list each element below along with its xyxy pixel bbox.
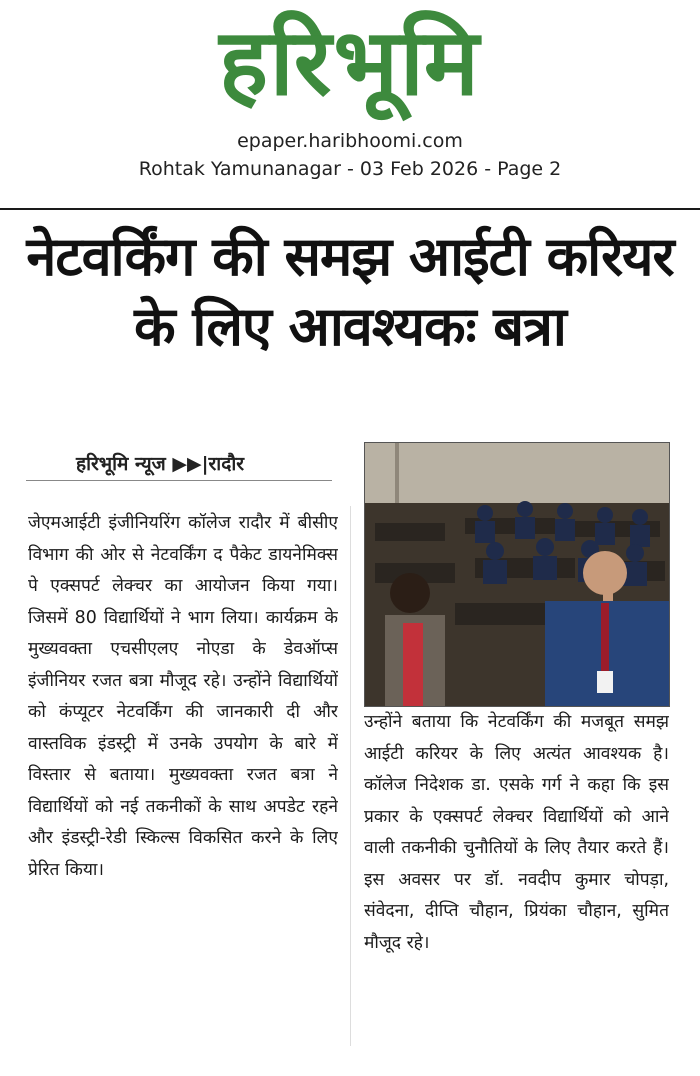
byline-divider (26, 480, 332, 481)
header-divider (0, 208, 700, 210)
lecture-hall-photo (365, 443, 669, 706)
article-headline: नेटवर्किंग की समझ आईटी करियर के लिए आवश्यकः बत्रा (26, 225, 674, 358)
column-divider (350, 506, 351, 1046)
masthead (0, 0, 700, 118)
article-photo (364, 442, 670, 707)
site-url[interactable]: epaper.haribhoomi.com (237, 130, 463, 152)
article-body-left-column: जेएमआईटी इंजीनियरिंग कॉलेज रादौर में बीसीए विभाग की ओर से नेटवर्किंग द पैकेट डायनेमिक्स पे एक्सपर्ट लेक्चर का आयोजन किया गया। जिसमें 80 विद्यार्थियों ने भाग लिया। कार्यक्रम के मुख्यवक्ता एचसीएलए नोएडा के डेवऑप्स इंजीनियर रजत बत्रा मौजूद रहे। उन्होंने विद्यार्थियों को कंप्यूटर नेटवर्किंग की जानकारी दी और वास्तविक इंडस्ट्री में उनके उपयोग के बारे में विस्तार से बताया। मुख्यवक्ता रजत बत्रा ने विद्यार्थियों को नई तकनीकों के साथ अपडेट रहने और इंडस्ट्री-रेडी स्किल्स विकसित करने के लिए प्रेरित किया। (28, 513, 338, 880)
article-body-right-column: उन्होंने बताया कि नेटवर्किंग की मजबूत समझ आईटी करियर के लिए अत्यंत आवश्यक है। कॉलेज निदेशक डा. एसके गर्ग ने कहा कि इस प्रकार के एक्सपर्ट लेक्चर विद्यार्थियों को आने वाली तकनीकी चुनौतियों के लिए तैयार करते हैं। इस अवसर पर डॉ. नवदीप कुमार चोपड़ा, संवेदना, दीप्ति चौहान, प्रियंका चौहान, सुमित मौजूद रहे। (364, 712, 669, 953)
edition-info: Rohtak Yamunanagar - 03 Feb 2026 - Page 2 (138, 158, 562, 180)
newspaper-logo: हरिभूमि (219, 9, 481, 116)
article-byline: हरिभूमि न्यूज ▶▶|रादौर (76, 453, 245, 475)
